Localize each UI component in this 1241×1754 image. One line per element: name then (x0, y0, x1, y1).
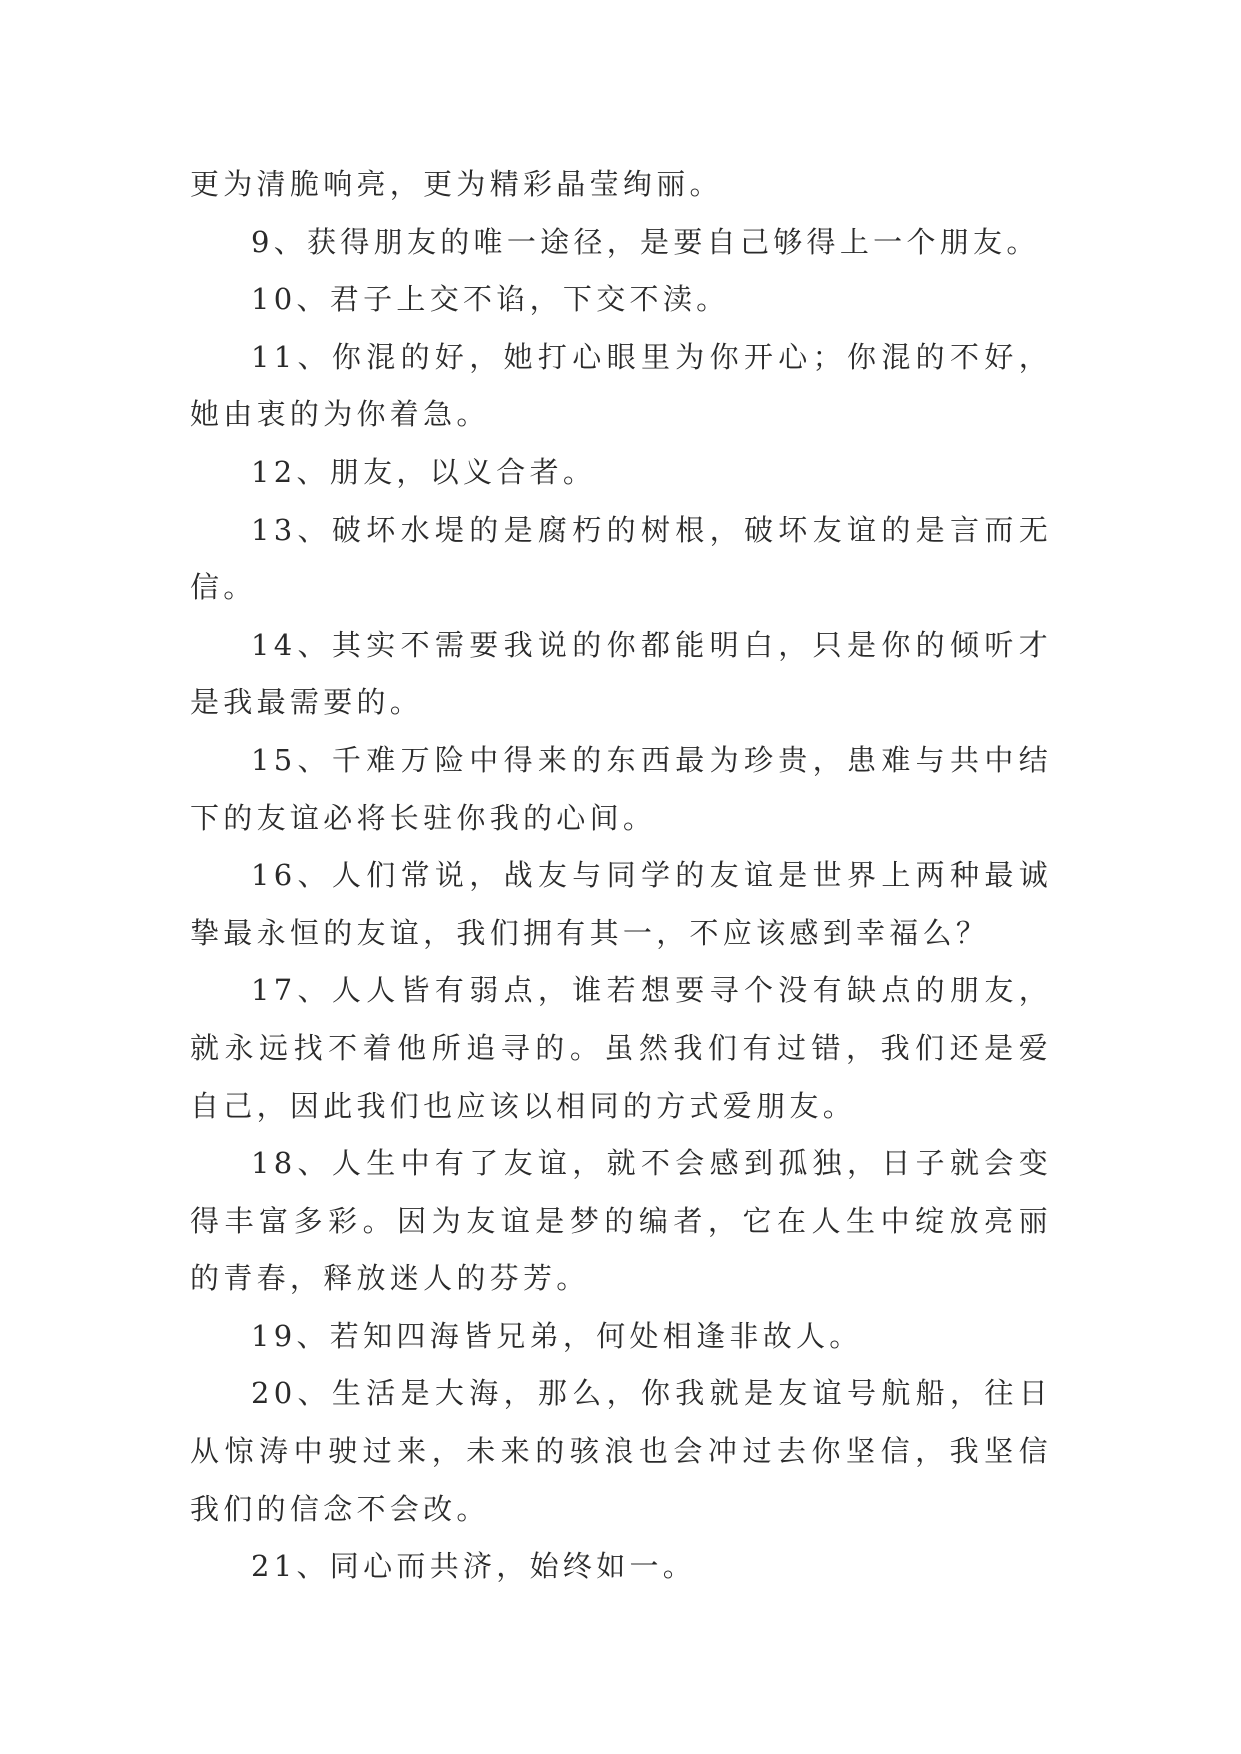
document-body (190, 156, 1052, 1596)
paragraph: 12、朋友，以义合者。 (251, 454, 597, 489)
paragraph: 18、人生中有了友谊，就不会感到孤独，日子就会变得丰富多彩。因为友谊是梦的编者，它在人生中绽放亮丽的青春，释放迷人的芬芳。 (190, 1146, 1052, 1296)
paragraph: 14、其实不需要我说的你都能明白，只是你的倾听才是我最需要的。 (190, 627, 1052, 720)
paragraph: 16、人们常说，战友与同学的友谊是世界上两种最诚挚最永恒的友谊，我们拥有其一，不应该感到幸福么？ (190, 858, 1052, 950)
paragraph: 11、你混的好，她打心眼里为你开心；你混的不好，她由衷的为你着急。 (190, 339, 1052, 432)
paragraph: 9、获得朋友的唯一途径，是要自己够得上一个朋友。 (251, 224, 1040, 259)
paragraph: 更为清脆响亮，更为精彩晶莹绚丽。 (190, 167, 723, 201)
paragraph: 21、同心而共济，始终如一。 (251, 1549, 697, 1584)
paragraph: 19、若知四海皆兄弟，何处相逢非故人。 (251, 1318, 863, 1353)
paragraph: 10、君子上交不谄，下交不渎。 (251, 282, 730, 317)
paragraph: 13、破坏水堤的是腐朽的树根，破坏友谊的是言而无信。 (190, 512, 1052, 605)
paragraph: 15、千难万险中得来的东西最为珍贵，患难与共中结下的友谊必将长驻你我的心间。 (190, 742, 1052, 835)
paragraph: 20、生活是大海，那么，你我就是友谊号航船，往日从惊涛中驶过来，未来的骇浪也会冲过去你坚信，我坚信我们的信念不会改。 (190, 1376, 1052, 1526)
paragraph: 17、人人皆有弱点，谁若想要寻个没有缺点的朋友，就永远找不着他所追寻的。虽然我们有过错，我们还是爱自己，因此我们也应该以相同的方式爱朋友。 (190, 973, 1052, 1123)
